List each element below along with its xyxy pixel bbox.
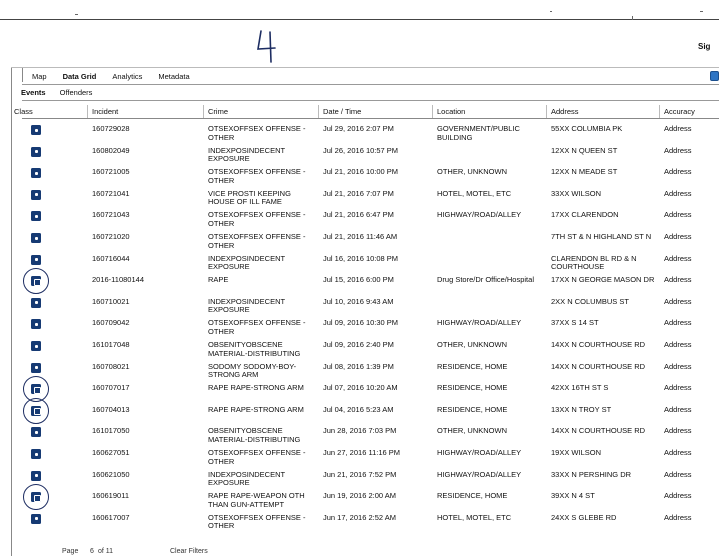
- incident-cell: 160721005: [92, 167, 130, 177]
- location-cell-line: GOVERNMENT/PUBLIC: [437, 124, 520, 133]
- tab-offenders[interactable]: Offenders: [59, 88, 93, 97]
- incident-cell: 160621050: [92, 469, 130, 479]
- address-cell-line: 39XX N 4 ST: [551, 491, 595, 501]
- event-class-icon: [31, 319, 41, 329]
- location-cell-line: HIGHWAY/ROAD/ALLEY: [437, 448, 522, 457]
- address-cell: [551, 319, 599, 328]
- location-cell-line: RESIDENCE, HOME: [437, 491, 508, 501]
- location-cell-line: HIGHWAY/ROAD/ALLEY: [437, 318, 522, 328]
- datetime-cell: Jul 29, 2016 2:07 PM: [323, 124, 394, 133]
- table-row[interactable]: [0, 341, 719, 360]
- crime-cell: [208, 406, 304, 415]
- table-row[interactable]: [0, 471, 719, 490]
- crime-cell-line: INDEXPOSINDECENT: [208, 253, 286, 263]
- address-cell-line: 12XX N MEADE ST: [551, 167, 618, 177]
- accuracy-cell: Address: [664, 383, 692, 393]
- crime-cell-line: OTHER: [208, 175, 235, 185]
- event-class-icon: [31, 341, 41, 351]
- address-cell-line: 24XX S GLEBE RD: [551, 512, 617, 522]
- location-cell: [437, 319, 521, 328]
- address-cell: [551, 384, 608, 393]
- datetime-cell: Jul 04, 2016 5:23 AM: [323, 404, 394, 414]
- sig-label: Sig: [698, 42, 711, 51]
- crime-cell-line: OTSEXOFFSEX OFFENSE -: [208, 318, 306, 328]
- event-class-icon: [31, 233, 41, 243]
- tab-divider: [22, 84, 719, 85]
- event-class-icon: [31, 255, 41, 265]
- address-cell: [551, 233, 651, 242]
- location-cell: [437, 363, 507, 372]
- address-cell-line: 17XX N GEORGE MASON DR: [551, 275, 655, 285]
- crime-cell: [208, 298, 285, 315]
- crime-cell-line: RAPE: [208, 275, 229, 285]
- location-cell: [437, 168, 507, 177]
- crime-cell-line: OBSENITYOBSCENE: [208, 426, 283, 436]
- crime-cell: [208, 255, 285, 272]
- table-row[interactable]: [0, 255, 719, 274]
- location-cell-line: BUILDING: [437, 132, 473, 142]
- crime-cell-line: MATERIAL-DISTRIBUTING: [208, 348, 301, 358]
- scan-mark: [632, 16, 633, 20]
- address-cell: [551, 125, 622, 134]
- table-row[interactable]: [0, 319, 719, 338]
- address-cell: [551, 514, 616, 523]
- address-cell: [551, 427, 645, 436]
- table-row[interactable]: [0, 427, 719, 446]
- incident-cell: 160704013: [92, 404, 130, 414]
- datetime-cell: Jul 21, 2016 10:00 PM: [323, 167, 399, 177]
- accuracy-cell: Address: [664, 188, 692, 198]
- location-cell: [437, 427, 507, 436]
- location-cell: [437, 341, 507, 350]
- address-cell-line: 12XX N QUEEN ST: [551, 145, 618, 155]
- accuracy-cell: Address: [664, 340, 692, 349]
- address-cell: [551, 190, 601, 199]
- location-cell: [437, 449, 521, 458]
- crime-cell-line: SODOMY SODOMY-BOY-: [208, 361, 297, 371]
- crime-cell-line: OTSEXOFFSEX OFFENSE -: [208, 448, 306, 457]
- address-cell-line: CLARENDON BL RD & N: [551, 253, 637, 263]
- location-cell: [437, 190, 511, 199]
- table-row[interactable]: [0, 384, 719, 403]
- accuracy-cell: Address: [664, 318, 692, 328]
- location-cell: [437, 471, 521, 480]
- accuracy-cell: Address: [664, 469, 692, 479]
- location-cell-line: RESIDENCE, HOME: [437, 404, 508, 414]
- address-cell-line: 33XX N PERSHING DR: [551, 469, 632, 479]
- location-cell: [437, 276, 534, 285]
- panel-border: [11, 67, 719, 68]
- column-separator: [318, 105, 319, 119]
- crime-cell-line: OTSEXOFFSEX OFFENSE -: [208, 210, 306, 220]
- scan-mark: [700, 11, 703, 12]
- datetime-cell: Jun 28, 2016 7:03 PM: [323, 426, 397, 436]
- event-class-icon: [31, 471, 41, 481]
- accuracy-cell: Address: [664, 145, 692, 155]
- accuracy-cell: Address: [664, 426, 692, 436]
- crime-cell-line: OTSEXOFFSEX OFFENSE -: [208, 167, 306, 177]
- tab-data-grid[interactable]: Data Grid: [62, 72, 97, 81]
- column-separator: [87, 105, 88, 119]
- crime-cell: [208, 190, 291, 207]
- address-cell: [551, 406, 611, 415]
- datetime-cell: Jul 15, 2016 6:00 PM: [323, 275, 394, 285]
- location-cell: [437, 492, 507, 501]
- event-class-icon: [31, 168, 41, 178]
- crime-cell: [208, 233, 306, 250]
- address-cell-line: 14XX N COURTHOUSE RD: [551, 361, 646, 371]
- crime-cell: [208, 427, 300, 444]
- incident-cell: 160707017: [92, 383, 130, 393]
- datetime-cell: Jul 10, 2016 9:43 AM: [323, 296, 394, 306]
- event-class-icon: [31, 125, 41, 135]
- pager-page-input[interactable]: 6: [90, 548, 94, 555]
- accuracy-cell: Address: [664, 512, 692, 522]
- crime-cell-line: THAN GUN-ATTEMPT: [208, 499, 285, 509]
- crime-cell: [208, 147, 285, 164]
- event-class-icon: [31, 147, 41, 157]
- location-cell-line: OTHER, UNKNOWN: [437, 340, 507, 349]
- event-class-icon: [31, 190, 41, 200]
- datetime-cell: Jul 26, 2016 10:57 PM: [323, 145, 399, 155]
- datetime-cell: Jun 19, 2016 2:00 AM: [323, 491, 396, 501]
- crime-cell-line: VICE PROSTI KEEPING: [208, 188, 291, 198]
- location-cell-line: HIGHWAY/ROAD/ALLEY: [437, 469, 522, 479]
- address-cell: [551, 298, 629, 307]
- table-row[interactable]: [0, 276, 719, 295]
- crime-cell-line: OTSEXOFFSEX OFFENSE -: [208, 124, 306, 133]
- column-separator: [659, 105, 660, 119]
- incident-cell: 160627051: [92, 448, 130, 457]
- table-row[interactable]: [0, 125, 719, 144]
- crime-cell: [208, 514, 306, 531]
- address-cell-line: 42XX 16TH ST S: [551, 383, 609, 393]
- handwritten-circle-mark: [23, 398, 49, 424]
- tab-map[interactable]: Map: [32, 72, 47, 81]
- datetime-cell: Jul 21, 2016 7:07 PM: [323, 188, 394, 198]
- column-header-class[interactable]: Class: [14, 107, 33, 116]
- main-tab-bar: [32, 70, 206, 84]
- address-cell: [551, 147, 617, 156]
- column-header-datetime[interactable]: Date / Time: [323, 107, 362, 116]
- location-cell-line: RESIDENCE, HOME: [437, 383, 508, 393]
- crime-cell-line: STRONG ARM: [208, 370, 259, 380]
- incident-cell: 160709042: [92, 318, 130, 328]
- datetime-cell: Jul 08, 2016 1:39 PM: [323, 361, 394, 371]
- location-cell-line: OTHER, UNKNOWN: [437, 167, 507, 177]
- crime-cell-line: OTHER: [208, 132, 235, 142]
- location-cell: [437, 211, 521, 220]
- datetime-cell: Jun 17, 2016 2:52 AM: [323, 512, 396, 522]
- event-class-icon: [31, 427, 41, 437]
- incident-cell: 2016-11080144: [92, 275, 144, 285]
- address-cell-line: 7TH ST & N HIGHLAND ST N: [551, 232, 652, 241]
- crime-cell: [208, 211, 306, 228]
- crime-cell-line: OTHER: [208, 456, 235, 466]
- incident-cell: 161017048: [92, 340, 130, 349]
- address-cell: [551, 492, 595, 501]
- tab-divider: [22, 100, 719, 101]
- column-header-incident[interactable]: Incident: [92, 107, 119, 116]
- export-icon[interactable]: [710, 71, 719, 81]
- address-cell: [551, 168, 617, 177]
- handwritten-circle-mark: [23, 268, 49, 294]
- scan-mark: [550, 11, 552, 12]
- address-cell-line: COURTHOUSE: [551, 262, 605, 272]
- tab-metadata[interactable]: Metadata: [158, 72, 190, 81]
- incident-cell: 160619011: [92, 491, 129, 501]
- table-row[interactable]: [0, 363, 719, 382]
- datetime-cell: Jul 16, 2016 10:08 PM: [323, 253, 399, 263]
- address-cell: [551, 211, 619, 220]
- location-cell: [437, 125, 520, 142]
- location-cell-line: HOTEL, MOTEL, ETC: [437, 188, 512, 198]
- crime-cell-line: RAPE RAPE-STRONG ARM: [208, 383, 304, 393]
- crime-cell: [208, 471, 285, 488]
- clear-filters-button[interactable]: Clear Filters: [170, 548, 208, 555]
- crime-cell: [208, 319, 306, 336]
- crime-cell-line: OTHER: [208, 326, 235, 336]
- accuracy-cell: Address: [664, 210, 692, 220]
- address-cell: [551, 449, 601, 458]
- table-row[interactable]: [0, 298, 719, 317]
- incident-cell: 161017050: [92, 426, 130, 436]
- panel-border: [22, 68, 23, 82]
- crime-cell-line: INDEXPOSINDECENT: [208, 469, 286, 479]
- table-row[interactable]: [0, 211, 719, 230]
- column-separator: [432, 105, 433, 119]
- crime-cell-line: RAPE RAPE-WEAPON OTH: [208, 491, 305, 501]
- accuracy-cell: Address: [664, 167, 692, 177]
- event-class-icon: [31, 514, 41, 524]
- scan-mark: [75, 14, 78, 15]
- crime-cell-line: RAPE RAPE-STRONG ARM: [208, 404, 304, 414]
- accuracy-cell: Address: [664, 275, 692, 285]
- address-cell: [551, 363, 645, 372]
- incident-cell: 160617007: [92, 512, 130, 522]
- datetime-cell: Jun 27, 2016 11:16 PM: [323, 448, 400, 457]
- table-row[interactable]: [0, 233, 719, 252]
- accuracy-cell: Address: [664, 361, 692, 371]
- crime-cell: [208, 276, 228, 285]
- incident-cell: 160721043: [92, 210, 130, 220]
- address-cell-line: 14XX N COURTHOUSE RD: [551, 426, 646, 436]
- address-cell: [551, 471, 631, 480]
- crime-cell: [208, 363, 296, 380]
- tab-events[interactable]: Events: [21, 88, 46, 97]
- address-cell-line: 14XX N COURTHOUSE RD: [551, 340, 646, 349]
- location-cell-line: OTHER, UNKNOWN: [437, 426, 507, 436]
- accuracy-cell: Address: [664, 296, 692, 306]
- crime-cell-line: EXPOSURE: [208, 478, 250, 488]
- datetime-cell: Jun 21, 2016 7:52 PM: [323, 469, 397, 479]
- crime-cell: [208, 168, 306, 185]
- event-class-icon: [31, 211, 41, 221]
- crime-cell-line: EXPOSURE: [208, 154, 250, 164]
- incident-cell: 160721020: [92, 232, 130, 241]
- toolbar-icons: [710, 71, 719, 81]
- location-cell-line: Drug Store/Dr Office/Hospital: [437, 275, 534, 285]
- header-divider: [22, 118, 719, 119]
- tab-analytics[interactable]: Analytics: [112, 72, 143, 81]
- table-row[interactable]: [0, 449, 719, 468]
- location-cell-line: HOTEL, MOTEL, ETC: [437, 512, 512, 522]
- crime-cell-line: HOUSE OF ILL FAME: [208, 197, 282, 207]
- crime-cell: [208, 384, 304, 393]
- crime-cell-line: EXPOSURE: [208, 305, 250, 315]
- address-cell: [551, 255, 637, 272]
- crime-cell: [208, 125, 306, 142]
- event-class-icon: [31, 298, 41, 308]
- pager-total: of 11: [98, 548, 114, 555]
- event-class-icon: [31, 363, 41, 373]
- location-cell-line: HIGHWAY/ROAD/ALLEY: [437, 210, 522, 220]
- address-cell-line: 17XX CLARENDON: [551, 210, 619, 220]
- column-separator: [203, 105, 204, 119]
- incident-cell: 160708021: [92, 361, 130, 371]
- accuracy-cell: Address: [664, 404, 692, 414]
- location-cell: [437, 514, 511, 523]
- datetime-cell: Jul 21, 2016 11:46 AM: [323, 232, 398, 241]
- incident-cell: 160721041: [92, 188, 130, 198]
- column-header-location[interactable]: Location: [437, 107, 466, 116]
- crime-cell-line: INDEXPOSINDECENT: [208, 145, 286, 155]
- crime-cell: [208, 492, 305, 509]
- crime-cell-line: OBSENITYOBSCENE: [208, 340, 283, 349]
- table-row[interactable]: [0, 168, 719, 187]
- table-row[interactable]: [0, 514, 719, 533]
- accuracy-cell: Address: [664, 124, 692, 133]
- column-header-address[interactable]: Address: [551, 107, 579, 116]
- handwritten-page-number: [255, 25, 279, 65]
- crime-cell-line: INDEXPOSINDECENT: [208, 296, 286, 306]
- location-cell-line: RESIDENCE, HOME: [437, 361, 508, 371]
- crime-cell-line: OTSEXOFFSEX OFFENSE -: [208, 512, 306, 522]
- accuracy-cell: Address: [664, 253, 692, 263]
- accuracy-cell: Address: [664, 232, 692, 241]
- column-separator: [546, 105, 547, 119]
- accuracy-cell: Address: [664, 491, 692, 501]
- table-row[interactable]: [0, 492, 719, 511]
- datetime-cell: Jul 09, 2016 10:30 PM: [323, 318, 399, 328]
- address-cell-line: 13XX N TROY ST: [551, 404, 612, 414]
- table-row[interactable]: [0, 406, 719, 425]
- sub-tab-bar: [21, 87, 106, 99]
- crime-cell: [208, 449, 306, 466]
- location-cell: [437, 406, 507, 415]
- crime-cell: [208, 341, 300, 358]
- incident-cell: 160716044: [92, 253, 130, 263]
- crime-cell-line: OTHER: [208, 218, 235, 228]
- address-cell-line: 19XX WILSON: [551, 448, 602, 457]
- table-row[interactable]: [0, 147, 719, 166]
- datetime-cell: Jul 21, 2016 6:47 PM: [323, 210, 394, 220]
- address-cell-line: 2XX N COLUMBUS ST: [551, 296, 629, 306]
- accuracy-cell: Address: [664, 448, 692, 457]
- table-row[interactable]: [0, 190, 719, 209]
- datetime-cell: Jul 07, 2016 10:20 AM: [323, 383, 398, 393]
- location-cell: [437, 384, 507, 393]
- pager-label: Page: [62, 548, 79, 555]
- column-header-crime[interactable]: Crime: [208, 107, 228, 116]
- address-cell: [551, 276, 654, 285]
- top-divider: [0, 19, 719, 20]
- crime-cell-line: OTHER: [208, 240, 235, 250]
- address-cell: [551, 341, 645, 350]
- handwritten-circle-mark: [23, 484, 49, 510]
- address-cell-line: 37XX S 14 ST: [551, 318, 599, 328]
- address-cell-line: 33XX WILSON: [551, 188, 602, 198]
- incident-cell: 160802049: [92, 145, 130, 155]
- datetime-cell: Jul 09, 2016 2:40 PM: [323, 340, 394, 349]
- crime-cell-line: MATERIAL-DISTRIBUTING: [208, 434, 301, 444]
- incident-cell: 160710021: [92, 296, 130, 306]
- column-header-accuracy[interactable]: Accuracy: [664, 107, 695, 116]
- incident-cell: 160729028: [92, 124, 130, 133]
- crime-cell-line: EXPOSURE: [208, 262, 250, 272]
- event-class-icon: [31, 449, 41, 459]
- address-cell-line: 55XX COLUMBIA PK: [551, 124, 623, 133]
- crime-cell-line: OTHER: [208, 521, 235, 531]
- crime-cell-line: OTSEXOFFSEX OFFENSE -: [208, 232, 306, 241]
